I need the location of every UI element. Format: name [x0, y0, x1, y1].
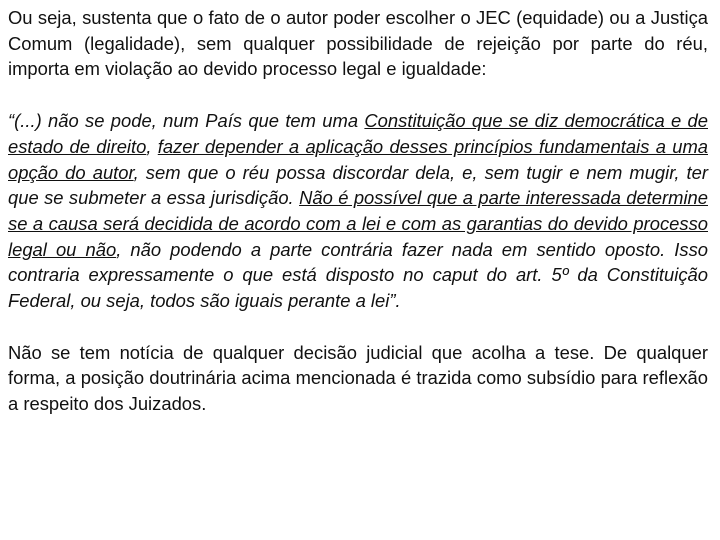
quote-text: “(...) não se pode, num País que tem uma	[8, 110, 365, 132]
paragraph-intro: Ou seja, sustenta que o fato de o autor poder escolher o JEC (equidade) ou a Justiça Comum (legalidade), sem qualquer possibilidade de rejeição por parte do réu, importa em violação ao devido processo legal e igualdade:	[8, 7, 708, 80]
underlined-text: Constituição que se diz democrática e de estado de direito	[8, 110, 708, 157]
quote-text: , não podendo a parte contrária fazer nada em sentido oposto. Isso contraria expressamente o que está disposto no caput do art. 5º da Constituição Federal, ou seja, todos são iguais perante a lei”.	[8, 238, 708, 312]
quote-text: , sem que o réu possa discordar dela, e, sem tugir e nem mugir, ter que se submeter a essa jurisdição.	[8, 161, 709, 209]
quoted-passage	[8, 108, 708, 314]
document-body	[8, 5, 708, 417]
paragraph-conclusion: Não se tem notícia de qualquer decisão judicial que acolha a tese. De qualquer forma, a posição doutrinária acima mencionada é trazida como subsídio para reflexão a respeito dos Juizados.	[8, 341, 708, 415]
underlined-text: Não é possível que a parte interessada determine se a causa será decidida de acordo com a lei e com as garantias do devido processo legal ou não	[8, 187, 708, 260]
quote-text: ,	[146, 135, 158, 157]
underlined-text: fazer depender a aplicação desses princípios fundamentais a uma opção do autor	[8, 135, 708, 183]
